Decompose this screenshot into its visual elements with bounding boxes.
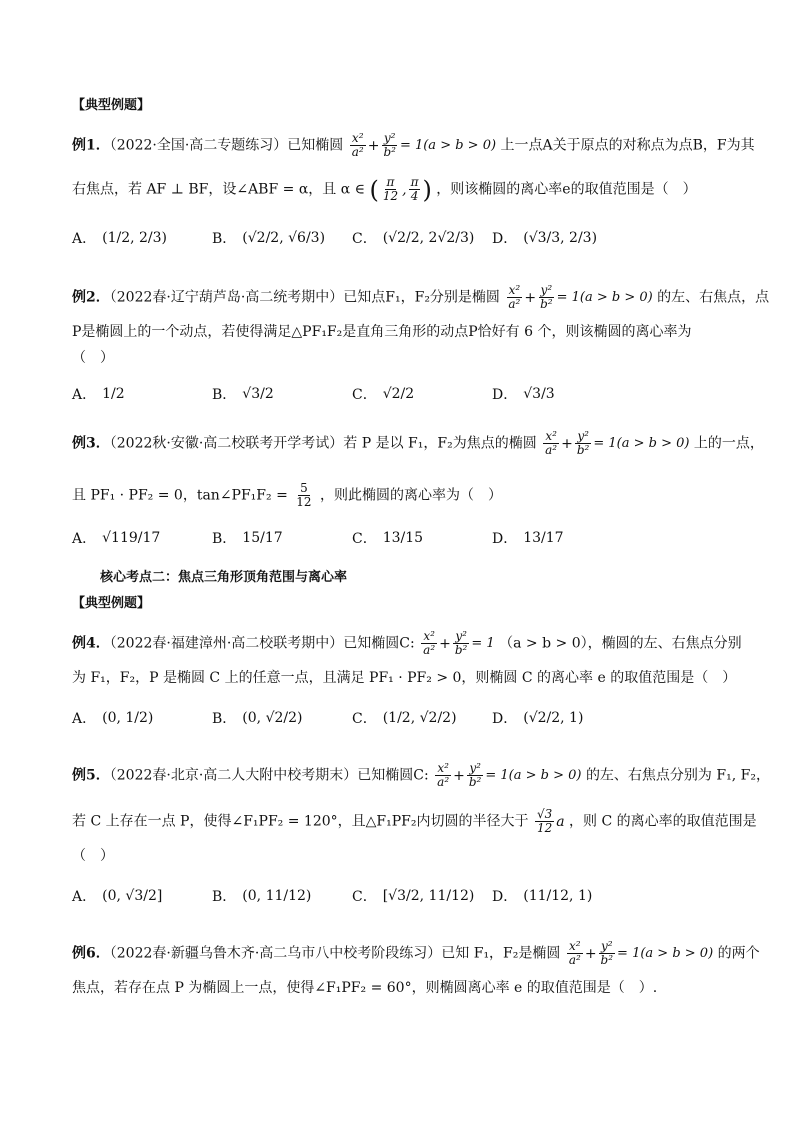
- option-d[interactable]: D． 13/17: [492, 530, 564, 547]
- option-b[interactable]: B． 15/17: [212, 530, 283, 547]
- example-4-line-1: 例4．（2022春·福建漳州·高二校联考期中）已知椭圆C: $\frac{\text{x²}}{\text{a²}}$ + $\frac{\text{y²}}{\text{b²}}$ = 1 （a > b > 0），椭圆的左、右焦点分别: [72, 629, 742, 657]
- option-d[interactable]: D． (√3/3, 2/3): [492, 230, 598, 247]
- example-5-line-3: （ ）: [72, 848, 114, 864]
- option-a[interactable]: A． (1/2, 2/3): [72, 230, 168, 247]
- example-2-options: [72, 384, 732, 404]
- example-4-line-2: 为 F₁，F₂，P 是椭圆 C 上的任意一点，且满足 PF₁ · PF₂ > 0，则椭圆 C 的离心率 e 的取值范围是（ ）: [72, 670, 737, 686]
- option-b[interactable]: B． (0, 11/12): [212, 888, 312, 905]
- example-3-line-2: 且 PF₁ · PF₂ = 0，tan∠PF₁F₂ = $\frac{5}{12}$ ，则此椭圆的离心率为（ ）: [72, 481, 502, 509]
- ellipse-equation: $\frac{\text{x²}}{\text{a²}}$ + $\frac{\text{y²}}{\text{b²}}$ = 1: [423, 629, 495, 657]
- option-a[interactable]: A． 1/2: [72, 386, 125, 403]
- section-heading: 【典型例题】: [72, 596, 151, 611]
- option-d[interactable]: D． (11/12, 1): [492, 888, 593, 905]
- option-a[interactable]: A． √119/17: [72, 530, 161, 547]
- example-1-options: [72, 228, 732, 248]
- option-b[interactable]: B． (0, √2/2): [212, 710, 303, 727]
- option-d[interactable]: D． (√2/2, 1): [492, 710, 584, 727]
- interval-alpha: ( $\frac{\pi}{12}$ , $\frac{\pi}{4}$ ): [369, 175, 432, 204]
- example-1-line-1: 例1．（2022·全国·高二专题练习）已知椭圆 $\frac{\text{x²}}{\text{a²}}$ + $\frac{\text{y²}}{\text{b²}}$ = 1(a > b > 0) 上一点A关于原点的对称点为点B，F为其: [72, 131, 755, 159]
- example-5-options: [72, 886, 732, 906]
- ellipse-equation: $\frac{\text{x²}}{\text{a²}}$ + $\frac{\text{y²}}{\text{b²}}$ = 1(a > b > 0): [437, 761, 582, 789]
- option-c[interactable]: C． (√2/2, 2√2/3): [352, 230, 475, 247]
- example-4-label: 例4．: [72, 635, 110, 652]
- radius-bound: $\frac{√3}{12}$ a: [536, 807, 565, 835]
- example-6-line-2: 焦点，若存在点 P 为椭圆上一点，使得∠F₁PF₂ = 60°，则椭圆离心率 e 的取值范围是（ ）.: [72, 980, 658, 996]
- option-a[interactable]: A． (0, √3/2]: [72, 888, 163, 905]
- ellipse-equation: $\frac{\text{x²}}{\text{a²}}$ + $\frac{\text{y²}}{\text{b²}}$ = 1(a > b > 0): [508, 283, 653, 311]
- ellipse-equation: $\frac{\text{x²}}{\text{a²}}$ + $\frac{\text{y²}}{\text{b²}}$ = 1(a > b > 0): [568, 939, 714, 967]
- example-6-line-1: 例6．（2022春·新疆乌鲁木齐·高二乌市八中校考阶段练习）已知 F₁，F₂是椭圆 $\frac{\text{x²}}{\text{a²}}$ + $\frac{\text{y²}}{\text{b²}}$ = 1(a > b > 0) 的两个: [72, 939, 760, 967]
- option-d[interactable]: D． √3/3: [492, 386, 555, 403]
- example-1-line-2: 右焦点，若 AF ⊥ BF，设∠ABF = α，且 α ∈ ( $\frac{\pi}{12}$ , $\frac{\pi}{4}$ ) ，则该椭圆的离心率e的取值范围是（ ）: [72, 175, 697, 204]
- option-b[interactable]: B． √3/2: [212, 386, 274, 403]
- example-5-line-2: 若 C 上存在一点 P，使得∠F₁PF₂ = 120°，且△F₁PF₂内切圆的半径大于 $\frac{√3}{12}$ a ，则 C 的离心率的取值范围是: [72, 807, 757, 835]
- example-3-label: 例3．: [72, 435, 110, 452]
- example-3-line-1: 例3．（2022秋·安徽·高二校联考开学考试）若 P 是以 F₁，F₂为焦点的椭圆 $\frac{\text{x²}}{\text{a²}}$ + $\frac{\text{y²}}{\text{b²}}$ = 1(a > b > 0) 上的一点，: [72, 429, 764, 457]
- example-2-line-1: 例2．（2022春·辽宁葫芦岛·高二统考期中）已知点F₁，F₂分别是椭圆 $\frac{\text{x²}}{\text{a²}}$ + $\frac{\text{y²}}{\text{b²}}$ = 1(a > b > 0) 的左、右焦点，点: [72, 283, 770, 311]
- example-4-options: [72, 708, 732, 728]
- fraction-5-12: $\frac{5}{12}$: [296, 481, 312, 509]
- example-6-label: 例6．: [72, 945, 110, 962]
- ellipse-equation: $\frac{\text{x²}}{\text{a²}}$ + $\frac{\text{y²}}{\text{b²}}$ = 1(a > b > 0): [351, 131, 497, 159]
- option-a[interactable]: A． (0, 1/2): [72, 710, 154, 727]
- example-2-label: 例2．: [72, 289, 110, 306]
- option-c[interactable]: C． [√3/2, 11/12): [352, 888, 475, 905]
- option-c[interactable]: C． √2/2: [352, 386, 415, 403]
- example-2-line-2: P是椭圆上的一个动点，若使得满足△PF₁F₂是直角三角形的动点P恰好有 6 个，则该椭圆的离心率为: [72, 324, 692, 340]
- example-1-label: 例1．: [72, 137, 110, 154]
- ellipse-equation: $\frac{\text{x²}}{\text{a²}}$ + $\frac{\text{y²}}{\text{b²}}$ = 1(a > b > 0): [545, 429, 690, 457]
- option-b[interactable]: B． (√2/2, √6/3): [212, 230, 326, 247]
- example-3-options: [72, 528, 732, 548]
- core-point-heading: 核心考点二：焦点三角形顶角范围与离心率: [100, 570, 348, 585]
- option-c[interactable]: C． (1/2, √2/2): [352, 710, 457, 727]
- example-2-line-3: （ ）: [72, 350, 114, 366]
- example-5-label: 例5．: [72, 767, 110, 784]
- option-c[interactable]: C． 13/15: [352, 530, 424, 547]
- section-heading: 【典型例题】: [72, 98, 151, 113]
- example-5-line-1: 例5．（2022春·北京·高二人大附中校考期末）已知椭圆C: $\frac{\text{x²}}{\text{a²}}$ + $\frac{\text{y²}}{\text{b²}}$ = 1(a > b > 0) 的左、右焦点分别为 F₁, F₂，: [72, 761, 770, 789]
